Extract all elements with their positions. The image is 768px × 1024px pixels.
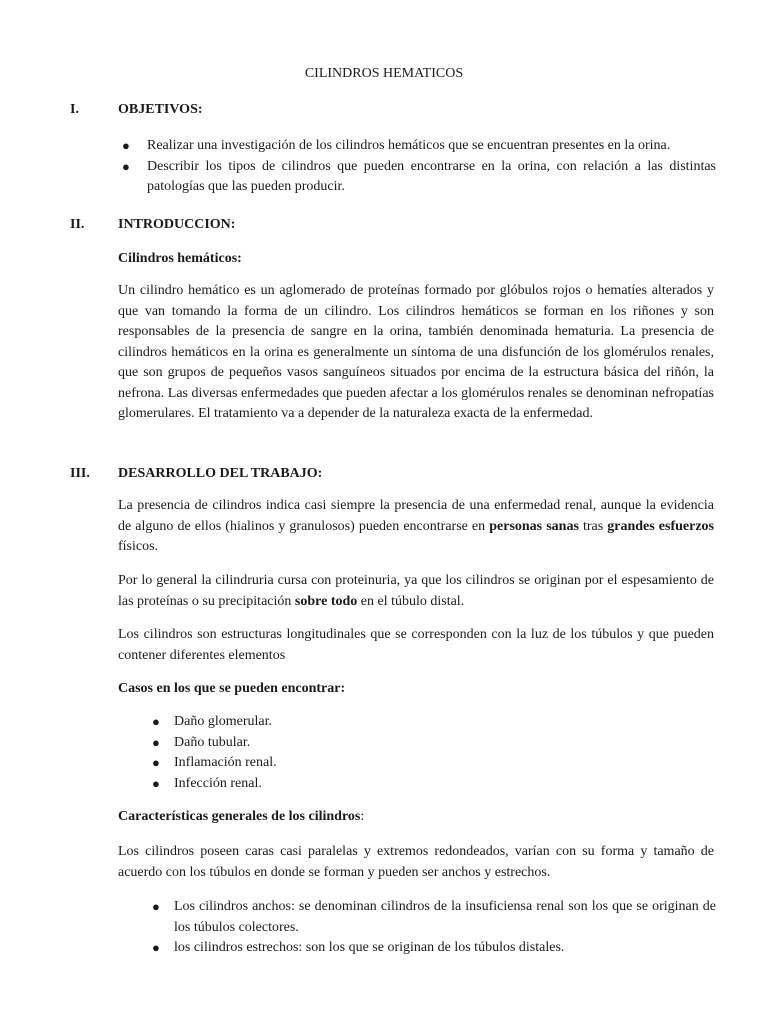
caso-text: Daño tubular. [174, 734, 251, 750]
caso-text: Daño glomerular. [174, 714, 272, 729]
caracteristicas-paragraph: Los cilindros poseen caras casi paralelas y extremos redondeados, varían con su forma y tamaño de acuerdo con los túbulos en donde se forman y pueden ser anchos y estrechos. [118, 844, 714, 880]
paragraph-text: físicos. [118, 539, 159, 554]
subheading-casos: Casos en los que se pueden encontrar: [118, 681, 346, 696]
tipo-text: Los cilindros anchos: se denominan cilindros de la insuficiensa renal son los que se originan de los túbulos colectores. [174, 899, 716, 935]
list-item [146, 938, 716, 959]
subheading-cilindros-hematicos: Cilindros hemáticos: [118, 251, 242, 266]
paragraph-text: en el túbulo distal. [357, 593, 465, 609]
objetivos-list [118, 136, 716, 198]
caso-text: Inflamación renal. [174, 755, 277, 770]
list-item [146, 897, 716, 938]
section-number-3: III. [70, 466, 90, 481]
section-number-2: II. [70, 217, 85, 232]
emphasis-grandes-esfuerzos: grandes esfuerzos [607, 518, 714, 534]
subheading-colon: : [360, 809, 365, 824]
list-item [146, 712, 716, 733]
intro-paragraph: Un cilindro hemático es un aglomerado de proteínas formado por glóbulos rojos o hematíes alterados y que van tomando la forma de un cilindro. Los cilindros hemáticos se forman en los riñones y son responsables de la presencia de sangre en la orina, también denominada hematuria. La presencia de cilindros hemáticos en la orina es generalmente un síntoma de una disfunción de los glomérulos renales, que son grupos de pequeños vasos sanguíneos situados por encima de la estructura básica del riñón, la nefrona. Las diversas enfermedades que pueden afectar a los glomérulos renales se denominan nefropatías glomerulares. El tratamiento va a depender de la naturaleza exacta de la enfermedad. [118, 283, 714, 421]
bullet-icon: ● [152, 899, 160, 914]
desarrollo-paragraph-2 [118, 571, 714, 612]
objetivo-text: Describir los tipos de cilindros que pueden encontrarse en la orina, con relación a las distintas patologías que las pueden producir. [147, 158, 716, 194]
section-number-1: I. [70, 102, 79, 117]
paragraph-text: La presencia de cilindros indica casi siempre la presencia de una enfermedad renal, aunque la evidencia de alguno de ellos (hialinos y granulosos) pueden encontrarse en [118, 498, 714, 534]
bullet-icon: ● [152, 775, 160, 791]
desarrollo-paragraph-3: Los cilindros son estructuras longitudinales que se corresponden con la luz de los túbulos y que pueden contener diferentes elementos [118, 627, 714, 663]
bullet-icon: ● [152, 755, 160, 770]
objetivo-text: Realizar una investigación de los cilindros hemáticos que se encuentran presentes en la orina. [147, 138, 671, 153]
paragraph-text: tras [578, 518, 608, 534]
list-item [146, 774, 716, 795]
bullet-icon: ● [152, 714, 160, 729]
section-heading-objetivos: OBJETIVOS: [118, 102, 203, 117]
emphasis-sobre-todo: sobre todo [294, 593, 358, 609]
subheading-caracteristicas [118, 807, 364, 828]
bullet-icon: ● [122, 138, 130, 153]
section-heading-desarrollo: DESARROLLO DEL TRABAJO: [118, 466, 323, 481]
desarrollo-paragraph-1 [118, 496, 714, 558]
paragraph-text: Por lo general la cilindruria cursa con proteinuria, ya que los cilindros se originan por el espesamiento de las proteínas o su precipitación [118, 573, 714, 609]
subheading-text: Características generales de los cilindros [118, 809, 361, 824]
bullet-icon: ● [152, 734, 160, 750]
tipos-list [146, 897, 716, 959]
section-heading-introduccion: INTRODUCCION: [118, 217, 236, 232]
emphasis-personas-sanas: personas sanas [489, 518, 579, 534]
list-item [118, 136, 716, 157]
casos-list [146, 712, 716, 794]
bullet-icon: ● [152, 940, 160, 955]
list-item [146, 753, 716, 774]
document-title: CILINDROS HEMATICOS [304, 66, 464, 81]
list-item [146, 733, 716, 754]
list-item [118, 157, 716, 198]
caso-text: Infección renal. [174, 775, 262, 791]
bullet-icon: ● [122, 158, 130, 174]
tipo-text: los cilindros estrechos: son los que se originan de los túbulos distales. [174, 940, 565, 955]
